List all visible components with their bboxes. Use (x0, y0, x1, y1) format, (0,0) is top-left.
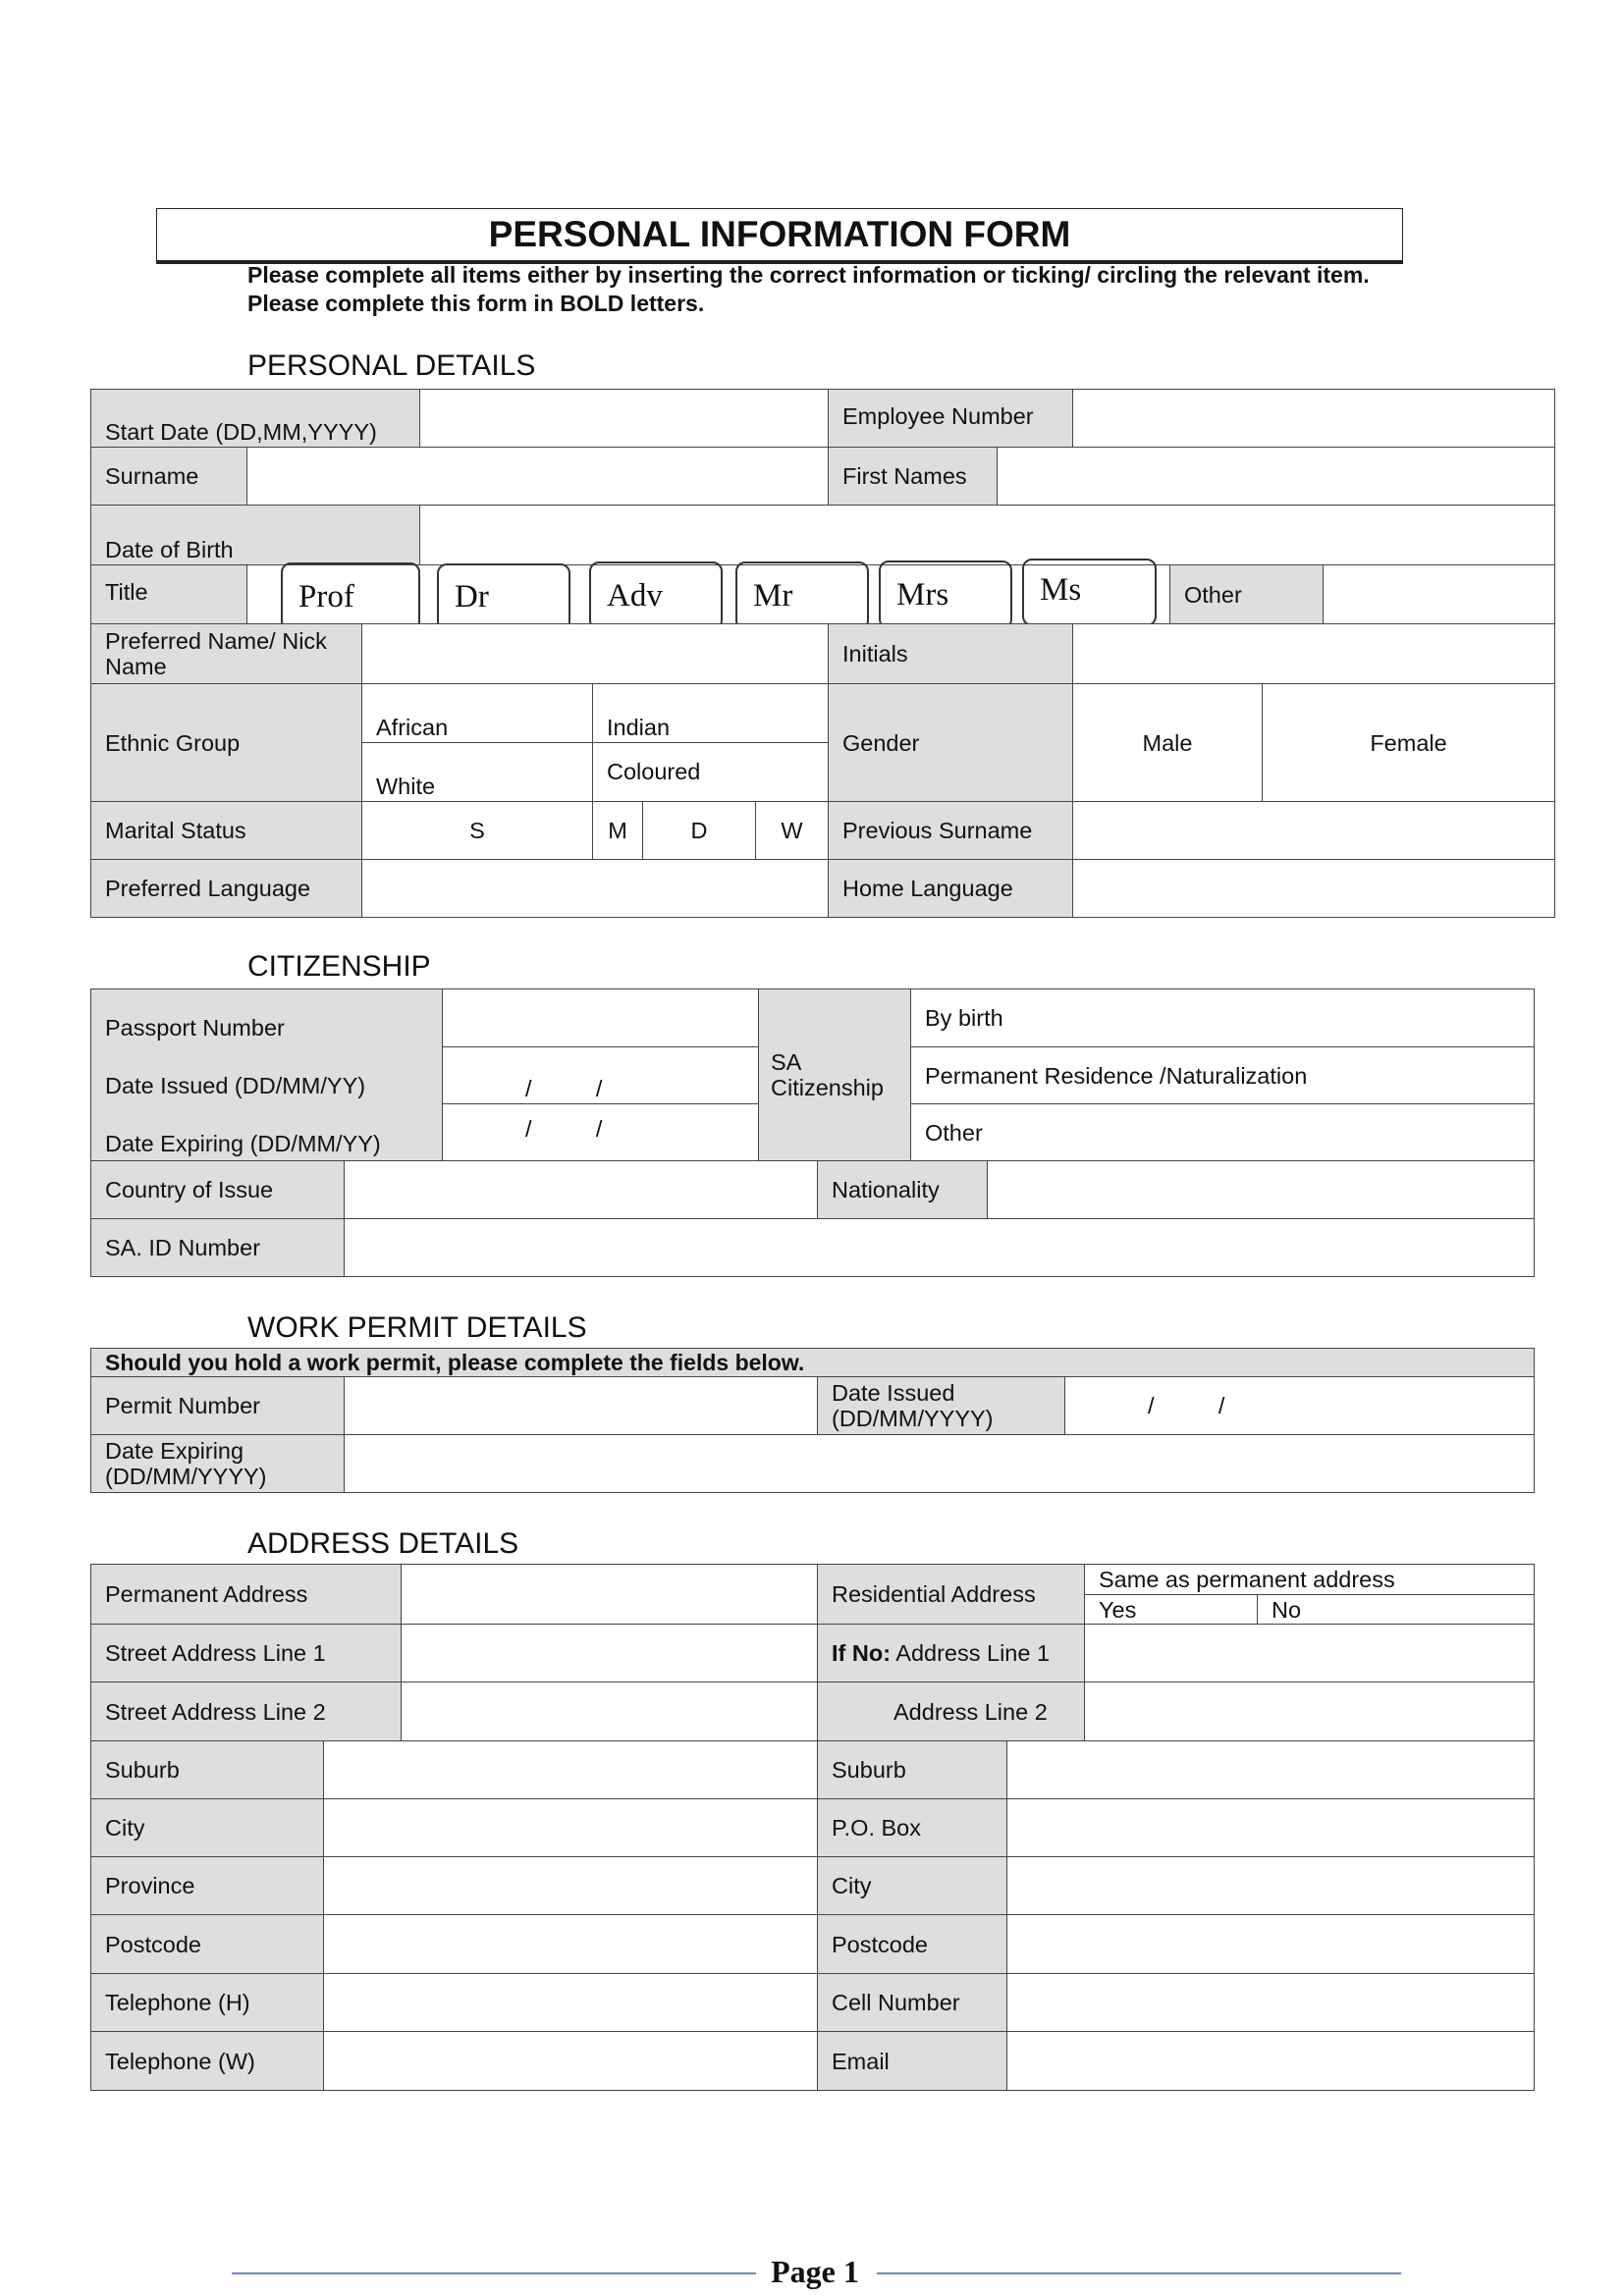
employee-number-field[interactable] (1072, 389, 1555, 448)
initials-label: Initials (828, 623, 1073, 684)
form-instructions: Please complete all items either by inserting the correct information or ticking/ circling the relevant item. Please complete this form in BOLD letters. (247, 262, 1370, 316)
address-line-2-label: Address Line 2 (817, 1682, 1085, 1741)
street-line-1-field[interactable] (401, 1624, 818, 1682)
residential-address-label: Residential Address (817, 1564, 1085, 1625)
address-line-2-field[interactable] (1084, 1682, 1535, 1741)
left-row-field-province[interactable] (323, 1856, 818, 1915)
left-row-field-telephone-h[interactable] (323, 1973, 818, 2032)
ethnic-option-white[interactable]: White (361, 742, 593, 802)
nationality-field[interactable] (987, 1160, 1535, 1219)
country-of-issue-label: Country of Issue (90, 1160, 345, 1219)
left-row-label-telephone-w: Telephone (W) (90, 2031, 324, 2091)
permit-date-expiring-field[interactable] (344, 1434, 1535, 1493)
section-heading-work-permit: WORK PERMIT DETAILS (247, 1311, 587, 1344)
citizenship-option-by-birth[interactable]: By birth (910, 988, 1535, 1047)
marital-option-w[interactable]: W (755, 801, 829, 860)
home-language-label: Home Language (828, 859, 1073, 918)
first-names-field[interactable] (997, 447, 1555, 506)
right-row-label-city: City (817, 1856, 1007, 1915)
preferred-name-field[interactable] (361, 623, 829, 684)
preferred-language-field[interactable] (361, 859, 829, 918)
footer-rule-right (877, 2272, 1401, 2274)
left-row-label-city: City (90, 1798, 324, 1857)
marital-option-m[interactable]: M (592, 801, 643, 860)
gender-option-female[interactable]: Female (1262, 683, 1555, 802)
ethnic-option-african[interactable]: African (361, 683, 593, 743)
marital-option-d[interactable]: D (642, 801, 756, 860)
title-other-label: Other (1169, 564, 1324, 624)
page-number: Page 1 (771, 2254, 859, 2289)
preferred-language-label: Preferred Language (90, 859, 362, 918)
right-row-field-cell-number[interactable] (1006, 1973, 1535, 2032)
section-heading-address: ADDRESS DETAILS (247, 1527, 519, 1560)
left-row-field-suburb[interactable] (323, 1740, 818, 1799)
start-date-label: Start Date (DD,MM,YYYY) (90, 389, 420, 448)
surname-label: Surname (90, 447, 247, 506)
initials-field[interactable] (1072, 623, 1555, 684)
if-no-address-line-1-label (817, 1624, 1085, 1682)
left-row-field-postcode[interactable] (323, 1914, 818, 1974)
same-as-permanent-yes[interactable]: Yes (1084, 1594, 1258, 1625)
country-of-issue-field[interactable] (344, 1160, 818, 1219)
date-expiring-field[interactable]: / / (442, 1103, 759, 1161)
ethnic-option-indian[interactable]: Indian (592, 683, 829, 743)
right-row-label-cell-number: Cell Number (817, 1973, 1007, 2032)
passport-number-label: Passport Number (105, 1015, 285, 1041)
left-row-label-province: Province (90, 1856, 324, 1915)
if-no-rest-text: Address Line 1 (891, 1640, 1051, 1666)
passport-number-field[interactable] (442, 988, 759, 1047)
date-of-birth-label: Date of Birth (90, 505, 420, 565)
first-names-label: First Names (828, 447, 998, 506)
permit-number-field[interactable] (344, 1376, 818, 1435)
date-of-birth-field[interactable] (419, 505, 1555, 565)
street-line-2-field[interactable] (401, 1682, 818, 1741)
date-expiring-label: Date Expiring (DD/MM/YY) (105, 1131, 381, 1156)
sa-citizenship-label: SA Citizenship (758, 988, 911, 1161)
right-row-label-email: Email (817, 2031, 1007, 2091)
right-row-field-po-box[interactable] (1006, 1798, 1535, 1857)
left-row-label-postcode: Postcode (90, 1914, 324, 1974)
home-language-field[interactable] (1072, 859, 1555, 918)
right-row-label-po-box: P.O. Box (817, 1798, 1007, 1857)
title-option-dr[interactable]: Dr (437, 563, 570, 631)
if-no-address-line-1-field[interactable] (1084, 1624, 1535, 1682)
permanent-address-field[interactable] (401, 1564, 818, 1625)
ethnic-group-label: Ethnic Group (90, 683, 362, 802)
permit-number-label: Permit Number (90, 1376, 345, 1435)
left-row-label-suburb: Suburb (90, 1740, 324, 1799)
title-option-mr[interactable]: Mr (735, 561, 869, 630)
marital-status-label: Marital Status (90, 801, 362, 860)
previous-surname-field[interactable] (1072, 801, 1555, 860)
right-row-field-city[interactable] (1006, 1856, 1535, 1915)
start-date-field[interactable] (419, 389, 829, 448)
citizenship-option-other[interactable]: Other (910, 1103, 1535, 1161)
title-other-field[interactable] (1323, 564, 1555, 624)
permit-date-issued-field[interactable]: / / (1064, 1376, 1535, 1435)
form-title: PERSONAL INFORMATION FORM (156, 208, 1403, 261)
sa-id-number-label: SA. ID Number (90, 1218, 345, 1277)
employee-number-label: Employee Number (828, 389, 1073, 448)
previous-surname-label: Previous Surname (828, 801, 1073, 860)
street-line-2-label: Street Address Line 2 (90, 1682, 402, 1741)
permit-date-issued-label: Date Issued (DD/MM/YYYY) (817, 1376, 1065, 1435)
nationality-label: Nationality (817, 1160, 988, 1219)
footer-rule-left (232, 2272, 756, 2274)
title-label: Title (90, 564, 247, 624)
title-option-prof[interactable]: Prof (281, 562, 420, 631)
permanent-address-label: Permanent Address (90, 1564, 402, 1625)
same-as-permanent-no[interactable]: No (1257, 1594, 1535, 1625)
date-issued-field[interactable]: / / (442, 1046, 759, 1104)
left-row-label-telephone-h: Telephone (H) (90, 1973, 324, 2032)
title-option-ms[interactable]: Ms (1022, 559, 1157, 626)
citizenship-labels-block (90, 988, 443, 1161)
citizenship-option-permanent-residence[interactable]: Permanent Residence /Naturalization (910, 1046, 1535, 1104)
marital-option-s[interactable]: S (361, 801, 593, 860)
right-row-field-postcode[interactable] (1006, 1914, 1535, 1974)
permit-date-expiring-label: Date Expiring (DD/MM/YYYY) (90, 1434, 345, 1493)
right-row-label-suburb: Suburb (817, 1740, 1007, 1799)
right-row-field-email[interactable] (1006, 2031, 1535, 2091)
title-option-mrs[interactable]: Mrs (879, 561, 1012, 629)
ethnic-option-coloured[interactable]: Coloured (592, 742, 829, 802)
surname-field[interactable] (246, 447, 829, 506)
section-heading-citizenship: CITIZENSHIP (247, 950, 431, 983)
same-as-permanent-label: Same as permanent address (1084, 1564, 1535, 1595)
gender-label: Gender (828, 683, 1073, 802)
street-line-1-label: Street Address Line 1 (90, 1624, 402, 1682)
right-row-field-suburb[interactable] (1006, 1740, 1535, 1799)
section-heading-personal: PERSONAL DETAILS (247, 349, 536, 382)
left-row-field-telephone-w[interactable] (323, 2031, 818, 2091)
sa-id-number-field[interactable] (344, 1218, 1535, 1277)
gender-option-male[interactable]: Male (1072, 683, 1263, 802)
if-no-bold-text: If No: (832, 1640, 892, 1666)
preferred-name-label: Preferred Name/ Nick Name (90, 623, 362, 684)
left-row-field-city[interactable] (323, 1798, 818, 1857)
right-row-label-postcode: Postcode (817, 1914, 1007, 1974)
work-permit-notice: Should you hold a work permit, please complete the fields below. (90, 1348, 1535, 1377)
title-option-adv[interactable]: Adv (589, 561, 723, 630)
date-issued-label: Date Issued (DD/MM/YY) (105, 1073, 366, 1098)
